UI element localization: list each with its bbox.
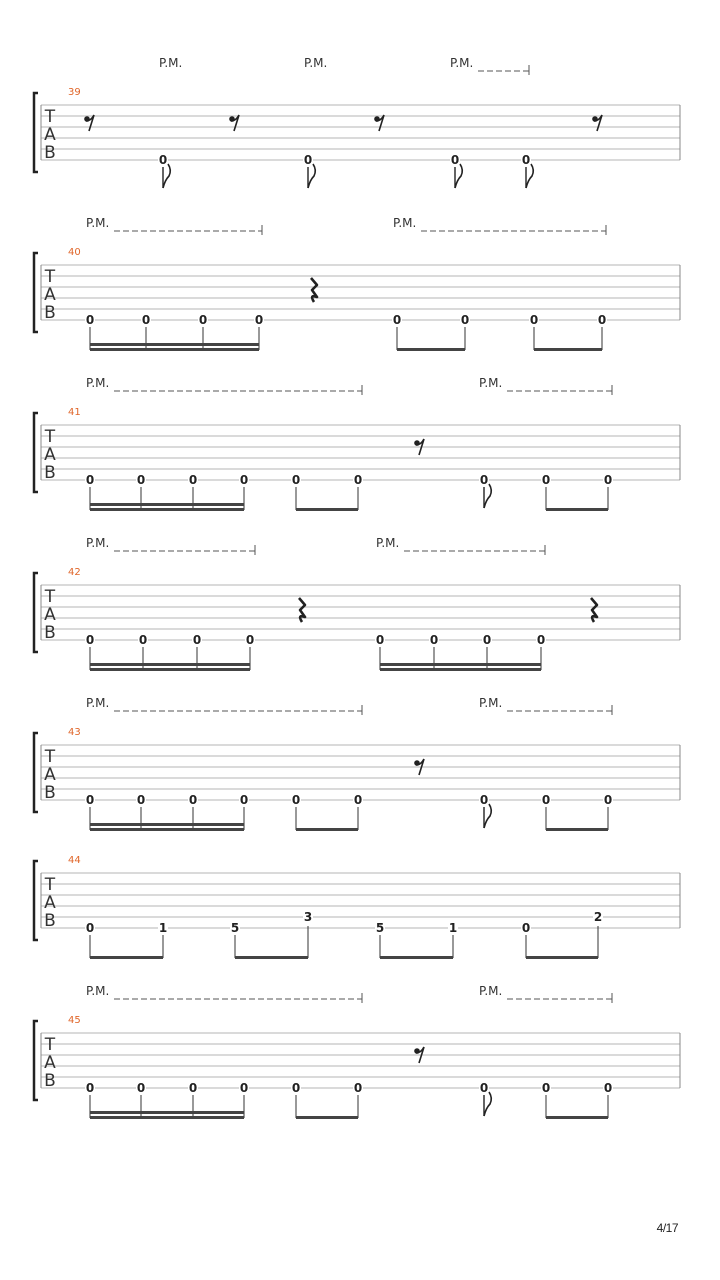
palm-mute-label: P.M. bbox=[479, 696, 503, 710]
fret-number: 0 bbox=[521, 153, 531, 167]
fret-number: 0 bbox=[375, 633, 385, 647]
palm-mute-label: P.M. bbox=[159, 56, 183, 70]
note-beam bbox=[90, 343, 259, 346]
note-beam bbox=[546, 828, 608, 831]
fret-number: 0 bbox=[353, 793, 363, 807]
palm-mute-label: P.M. bbox=[304, 56, 328, 70]
note-beam bbox=[296, 1116, 358, 1119]
note-beam bbox=[296, 508, 358, 511]
measure-number: 43 bbox=[68, 727, 81, 738]
fret-number: 0 bbox=[188, 473, 198, 487]
fret-number: 0 bbox=[597, 313, 607, 327]
tab-clef-b: B bbox=[44, 911, 56, 931]
palm-mute-label: P.M. bbox=[86, 536, 110, 550]
fret-number: 0 bbox=[188, 793, 198, 807]
tab-clef-a: A bbox=[44, 893, 56, 913]
fret-number: 0 bbox=[541, 473, 551, 487]
staff-bracket bbox=[34, 861, 38, 940]
fret-number: 0 bbox=[450, 153, 460, 167]
palm-mute-label: P.M. bbox=[376, 536, 400, 550]
fret-number: 0 bbox=[603, 1081, 613, 1095]
note-beam bbox=[534, 348, 602, 351]
tab-clef-b: B bbox=[44, 143, 56, 163]
note-flag bbox=[526, 164, 533, 188]
note-flag bbox=[484, 804, 491, 828]
fret-number: 0 bbox=[85, 921, 95, 935]
note-beam bbox=[546, 508, 608, 511]
fret-number: 1 bbox=[158, 921, 168, 935]
note-beam bbox=[546, 1116, 608, 1119]
tab-clef-a: A bbox=[44, 285, 56, 305]
fret-number: 0 bbox=[291, 793, 301, 807]
palm-mute-label: P.M. bbox=[86, 216, 110, 230]
system-39 bbox=[34, 56, 680, 188]
page-number: 4/17 bbox=[656, 1221, 678, 1235]
fret-number: 0 bbox=[141, 313, 151, 327]
fret-number: 1 bbox=[448, 921, 458, 935]
tab-clef-b: B bbox=[44, 303, 56, 323]
measure-number: 45 bbox=[68, 1015, 81, 1026]
fret-number: 0 bbox=[303, 153, 313, 167]
note-beam bbox=[90, 823, 244, 826]
staff-bracket bbox=[34, 573, 38, 652]
note-beam bbox=[296, 828, 358, 831]
fret-number: 0 bbox=[429, 633, 439, 647]
fret-number: 0 bbox=[136, 473, 146, 487]
note-beam bbox=[90, 956, 163, 959]
fret-number: 0 bbox=[460, 313, 470, 327]
system-45 bbox=[34, 984, 680, 1119]
fret-number: 0 bbox=[353, 1081, 363, 1095]
note-flag bbox=[308, 164, 315, 188]
system-40 bbox=[34, 216, 680, 351]
staff-bracket bbox=[34, 733, 38, 812]
note-flag bbox=[484, 1092, 491, 1116]
note-beam bbox=[380, 668, 541, 671]
tab-clef-a: A bbox=[44, 605, 56, 625]
tab-clef-a: A bbox=[44, 1053, 56, 1073]
fret-number: 0 bbox=[239, 793, 249, 807]
fret-number: 0 bbox=[158, 153, 168, 167]
tab-clef-a: A bbox=[44, 445, 56, 465]
palm-mute-label: P.M. bbox=[450, 56, 474, 70]
palm-mute-label: P.M. bbox=[86, 696, 110, 710]
system-43 bbox=[34, 696, 680, 831]
fret-number: 0 bbox=[479, 1081, 489, 1095]
fret-number: 0 bbox=[192, 633, 202, 647]
note-flag bbox=[455, 164, 462, 188]
staff-bracket bbox=[34, 93, 38, 172]
fret-number: 5 bbox=[230, 921, 240, 935]
fret-number: 0 bbox=[136, 1081, 146, 1095]
measure-number: 41 bbox=[68, 407, 81, 418]
measure-number: 39 bbox=[68, 87, 81, 98]
fret-number: 0 bbox=[188, 1081, 198, 1095]
tab-clef-t: T bbox=[44, 875, 56, 895]
palm-mute-label: P.M. bbox=[393, 216, 417, 230]
fret-number: 0 bbox=[85, 633, 95, 647]
tab-clef-a: A bbox=[44, 765, 56, 785]
note-flag bbox=[484, 484, 491, 508]
tab-clef-b: B bbox=[44, 783, 56, 803]
note-beam bbox=[90, 1111, 244, 1114]
note-beam bbox=[90, 663, 250, 666]
fret-number: 0 bbox=[291, 1081, 301, 1095]
tab-clef-b: B bbox=[44, 463, 56, 483]
fret-number: 0 bbox=[521, 921, 531, 935]
fret-number: 5 bbox=[375, 921, 385, 935]
measure-number: 42 bbox=[68, 567, 81, 578]
fret-number: 0 bbox=[529, 313, 539, 327]
tab-clef-t: T bbox=[44, 427, 56, 447]
tab-clef-t: T bbox=[44, 107, 56, 127]
note-beam bbox=[380, 956, 453, 959]
palm-mute-label: P.M. bbox=[479, 984, 503, 998]
fret-number: 0 bbox=[482, 633, 492, 647]
measure-number: 40 bbox=[68, 247, 81, 258]
tab-clef-t: T bbox=[44, 1035, 56, 1055]
fret-number: 0 bbox=[603, 793, 613, 807]
note-beam bbox=[90, 668, 250, 671]
system-44 bbox=[34, 855, 680, 959]
fret-number: 0 bbox=[353, 473, 363, 487]
fret-number: 0 bbox=[85, 1081, 95, 1095]
measure-number: 44 bbox=[68, 855, 81, 866]
fret-number: 0 bbox=[291, 473, 301, 487]
tab-clef-b: B bbox=[44, 1071, 56, 1091]
tab-clef-t: T bbox=[44, 747, 56, 767]
tab-clef-t: T bbox=[44, 267, 56, 287]
fret-number: 0 bbox=[536, 633, 546, 647]
tab-clef-a: A bbox=[44, 125, 56, 145]
staff-bracket bbox=[34, 413, 38, 492]
palm-mute-label: P.M. bbox=[86, 984, 110, 998]
note-beam bbox=[90, 503, 244, 506]
fret-number: 0 bbox=[479, 793, 489, 807]
note-beam bbox=[90, 1116, 244, 1119]
system-42 bbox=[34, 536, 680, 671]
fret-number: 0 bbox=[603, 473, 613, 487]
note-beam bbox=[397, 348, 465, 351]
note-beam bbox=[90, 828, 244, 831]
note-beam bbox=[526, 956, 598, 959]
staff-bracket bbox=[34, 1021, 38, 1100]
fret-number: 0 bbox=[85, 793, 95, 807]
fret-number: 0 bbox=[239, 1081, 249, 1095]
fret-number: 2 bbox=[593, 910, 603, 924]
fret-number: 0 bbox=[479, 473, 489, 487]
palm-mute-label: P.M. bbox=[479, 376, 503, 390]
fret-number: 0 bbox=[239, 473, 249, 487]
fret-number: 0 bbox=[85, 473, 95, 487]
fret-number: 0 bbox=[245, 633, 255, 647]
note-beam bbox=[380, 663, 541, 666]
fret-number: 0 bbox=[392, 313, 402, 327]
fret-number: 3 bbox=[303, 910, 313, 924]
staff-bracket bbox=[34, 253, 38, 332]
note-flag bbox=[163, 164, 170, 188]
note-beam bbox=[90, 348, 259, 351]
fret-number: 0 bbox=[138, 633, 148, 647]
fret-number: 0 bbox=[254, 313, 264, 327]
tab-clef-b: B bbox=[44, 623, 56, 643]
fret-number: 0 bbox=[85, 313, 95, 327]
system-41 bbox=[34, 376, 680, 511]
fret-number: 0 bbox=[198, 313, 208, 327]
fret-number: 0 bbox=[541, 1081, 551, 1095]
palm-mute-label: P.M. bbox=[86, 376, 110, 390]
note-beam bbox=[235, 956, 308, 959]
note-beam bbox=[90, 508, 244, 511]
fret-number: 0 bbox=[541, 793, 551, 807]
fret-number: 0 bbox=[136, 793, 146, 807]
tab-clef-t: T bbox=[44, 587, 56, 607]
